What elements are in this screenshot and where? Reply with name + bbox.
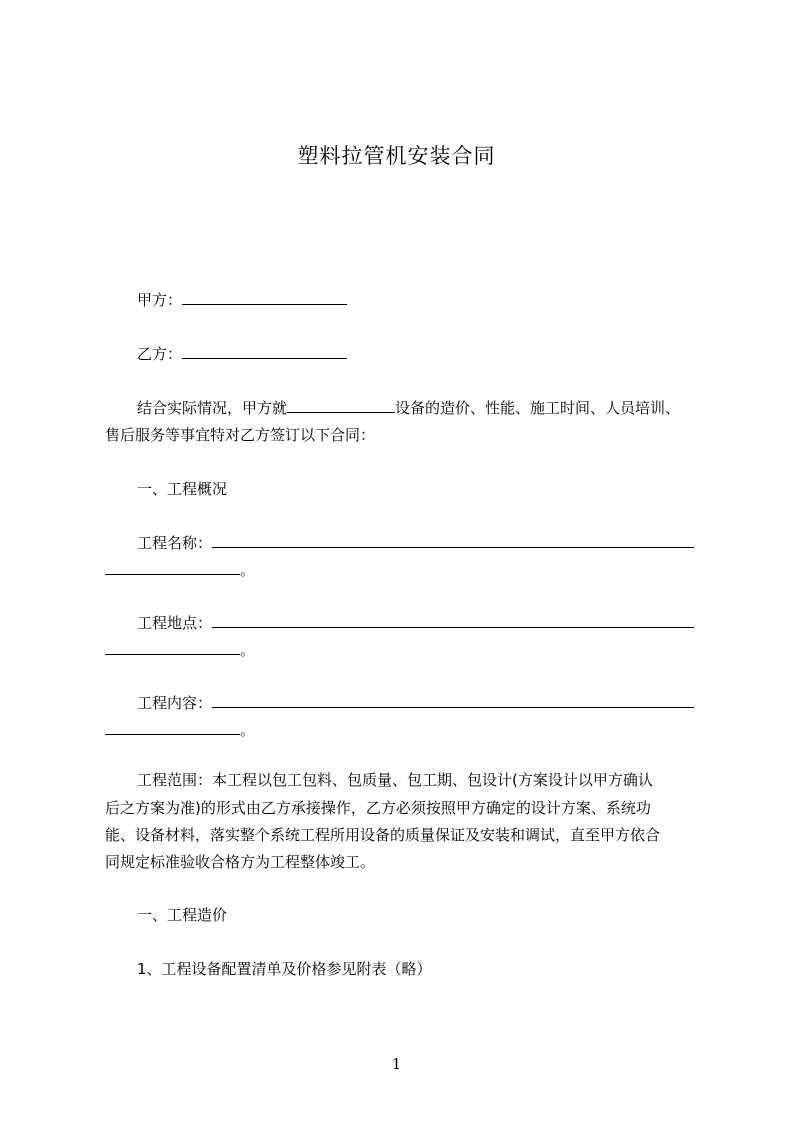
party-b-blank[interactable] (182, 344, 347, 359)
project-location-blank[interactable] (212, 613, 694, 628)
party-a-label: 甲方： (137, 291, 183, 309)
scope-line-4: 同规定标准验收合格方为工程整体竣工。 (105, 853, 376, 871)
project-name-blank-2[interactable] (105, 560, 240, 575)
intro-suffix: 设备的造价、性能、施工时间、人员培训、 (395, 399, 681, 417)
intro-line-1 (137, 398, 680, 418)
project-content-label: 工程内容： (137, 694, 213, 712)
project-content-line (137, 693, 694, 713)
equipment-blank[interactable] (287, 398, 395, 413)
scope-line-3: 能、设备材料，落实整个系统工程所用设备的质量保证及安装和调试，直至甲方依合 (105, 826, 661, 844)
project-location-end: 。 (240, 641, 256, 659)
project-name-line (137, 533, 694, 553)
project-location-line (137, 613, 694, 633)
party-b-label: 乙方： (137, 345, 183, 363)
project-location-label: 工程地点： (137, 614, 213, 632)
project-location-line-2 (105, 640, 255, 660)
party-a-line (137, 290, 347, 310)
project-name-end: 。 (240, 561, 256, 579)
project-content-blank-2[interactable] (105, 720, 240, 735)
party-b-line (137, 344, 347, 364)
section-1-heading: 一、工程概况 (137, 480, 228, 498)
section-2-heading: 一、工程造价 (137, 906, 228, 924)
document-title: 塑料拉管机安装合同 (297, 144, 496, 168)
party-a-blank[interactable] (182, 290, 347, 305)
project-location-blank-2[interactable] (105, 640, 240, 655)
project-name-blank[interactable] (212, 533, 694, 548)
project-name-label: 工程名称： (137, 534, 213, 552)
intro-line-2: 售后服务等事宜特对乙方签订以下合同： (105, 426, 376, 444)
intro-prefix: 结合实际情况，甲方就 (137, 399, 288, 417)
project-content-blank[interactable] (212, 693, 694, 708)
page-number: 1 (391, 1055, 402, 1073)
project-content-end: 。 (240, 721, 256, 739)
scope-line-2: 后之方案为准)的形式由乙方承接操作，乙方必须按照甲方确定的设计方案、系统功 (105, 799, 651, 817)
item-1: 1、工程设备配置清单及价格参见附表（略） (137, 960, 432, 978)
project-content-line-2 (105, 720, 255, 740)
project-name-line-2 (105, 560, 255, 580)
scope-line-1: 工程范围：本工程以包工包料、包质量、包工期、包设计(方案设计以甲方确认 (137, 771, 653, 789)
